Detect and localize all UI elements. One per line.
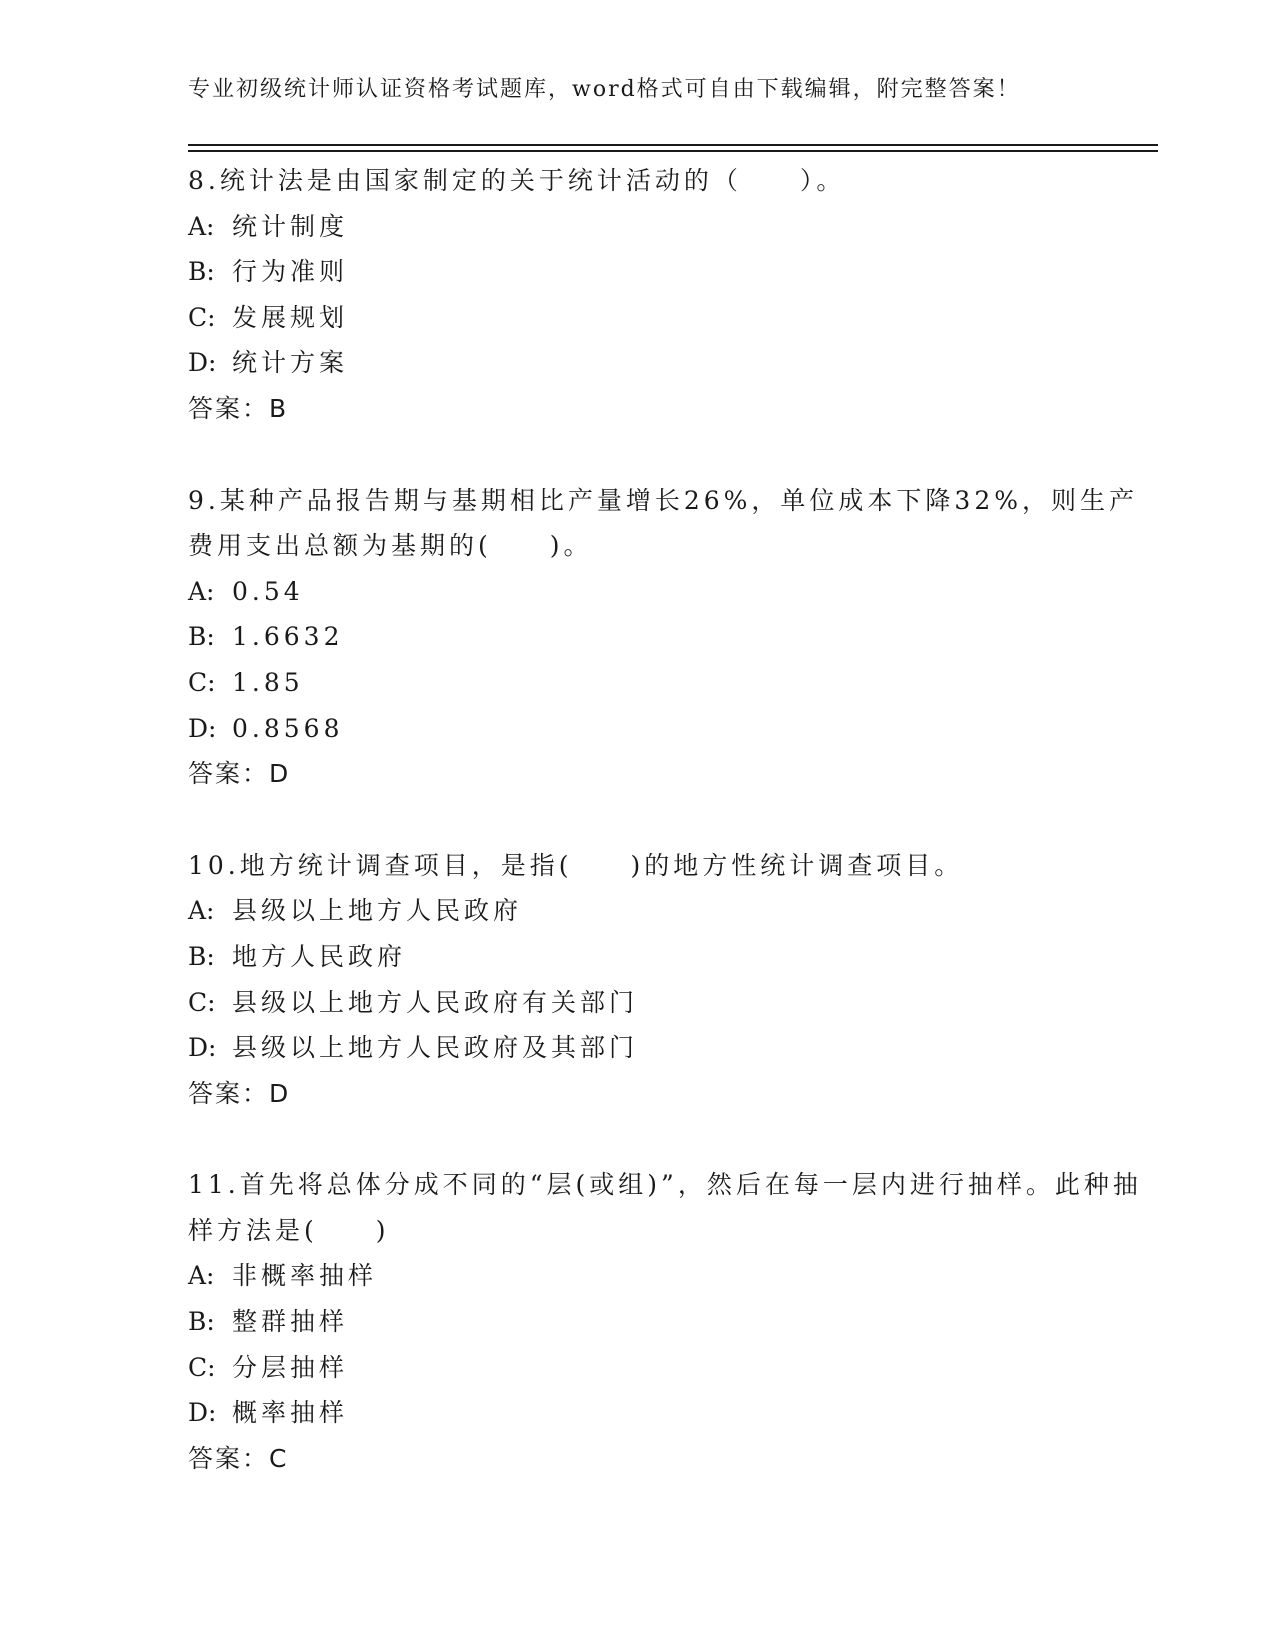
option-b xyxy=(188,1299,1148,1345)
question-stem: 9.某种产品报告期与基期相比产量增长26%，单位成本下降32%，则生产费用支出总额为基期的( )。 xyxy=(188,485,1138,561)
option-letter: A: xyxy=(188,211,215,241)
option-text: 概率抽样 xyxy=(232,1398,349,1428)
question-stem: 8.统计法是由国家制定的关于统计活动的（ ）。 xyxy=(188,166,846,195)
question-list xyxy=(188,158,1148,1527)
option-text: 0.54 xyxy=(232,576,304,606)
option-text: 统计制度 xyxy=(232,211,349,241)
option-text: 统计方案 xyxy=(232,348,349,378)
question-stem: 11.首先将总体分成不同的“层(或组)”，然后在每一层内进行抽样。此种抽样方法是( ) xyxy=(188,1170,1142,1245)
answer-line: 答案：D xyxy=(188,1078,291,1108)
option-d xyxy=(188,706,1148,752)
option-d xyxy=(188,1390,1148,1436)
option-a xyxy=(188,1253,1148,1299)
option-letter: C: xyxy=(188,302,216,332)
option-a xyxy=(188,569,1148,615)
option-c xyxy=(188,980,1148,1026)
option-text: 行为准则 xyxy=(232,257,349,287)
option-letter: A: xyxy=(188,1261,215,1291)
option-b xyxy=(188,934,1148,980)
option-d xyxy=(188,1025,1148,1071)
option-a xyxy=(188,204,1148,250)
option-c xyxy=(188,295,1148,341)
question-item xyxy=(188,1162,1148,1481)
option-d xyxy=(188,340,1148,386)
option-text: 1.6632 xyxy=(232,622,344,652)
answer-line: 答案：B xyxy=(188,393,289,423)
answer-line: 答案：D xyxy=(188,759,291,789)
option-letter: B: xyxy=(188,1307,215,1337)
answer-line: 答案：C xyxy=(188,1443,289,1473)
page-header: 专业初级统计师认证资格考试题库，word格式可自由下载编辑，附完整答案！ xyxy=(188,77,1021,102)
option-letter: D: xyxy=(188,713,217,743)
option-text: 县级以上地方人民政府 xyxy=(232,896,523,926)
option-letter: D: xyxy=(188,1398,217,1428)
option-c xyxy=(188,1345,1148,1391)
option-b xyxy=(188,614,1148,660)
option-text: 县级以上地方人民政府及其部门 xyxy=(232,1033,639,1063)
question-item xyxy=(188,843,1148,1117)
option-text: 发展规划 xyxy=(232,302,349,332)
option-text: 地方人民政府 xyxy=(232,941,407,971)
option-letter: B: xyxy=(188,622,215,652)
option-letter: A: xyxy=(188,896,215,926)
option-text: 1.85 xyxy=(232,667,304,697)
option-text: 分层抽样 xyxy=(232,1352,349,1382)
option-letter: C: xyxy=(188,667,216,697)
option-letter: B: xyxy=(188,257,215,287)
option-b xyxy=(188,249,1148,295)
option-text: 整群抽样 xyxy=(232,1307,349,1337)
header-divider xyxy=(188,144,1158,152)
question-stem: 10.地方统计调查项目，是指( )的地方性统计调查项目。 xyxy=(188,850,964,880)
question-item xyxy=(188,158,1148,432)
option-a xyxy=(188,888,1148,934)
option-text: 县级以上地方人民政府有关部门 xyxy=(232,987,639,1017)
option-text: 0.8568 xyxy=(232,713,344,743)
question-item xyxy=(188,478,1148,797)
option-text: 非概率抽样 xyxy=(232,1261,378,1291)
option-c xyxy=(188,660,1148,706)
option-letter: C: xyxy=(188,987,216,1017)
option-letter: A: xyxy=(188,576,215,606)
option-letter: D: xyxy=(188,348,217,378)
option-letter: C: xyxy=(188,1352,216,1382)
option-letter: B: xyxy=(188,941,215,971)
option-letter: D: xyxy=(188,1033,217,1063)
